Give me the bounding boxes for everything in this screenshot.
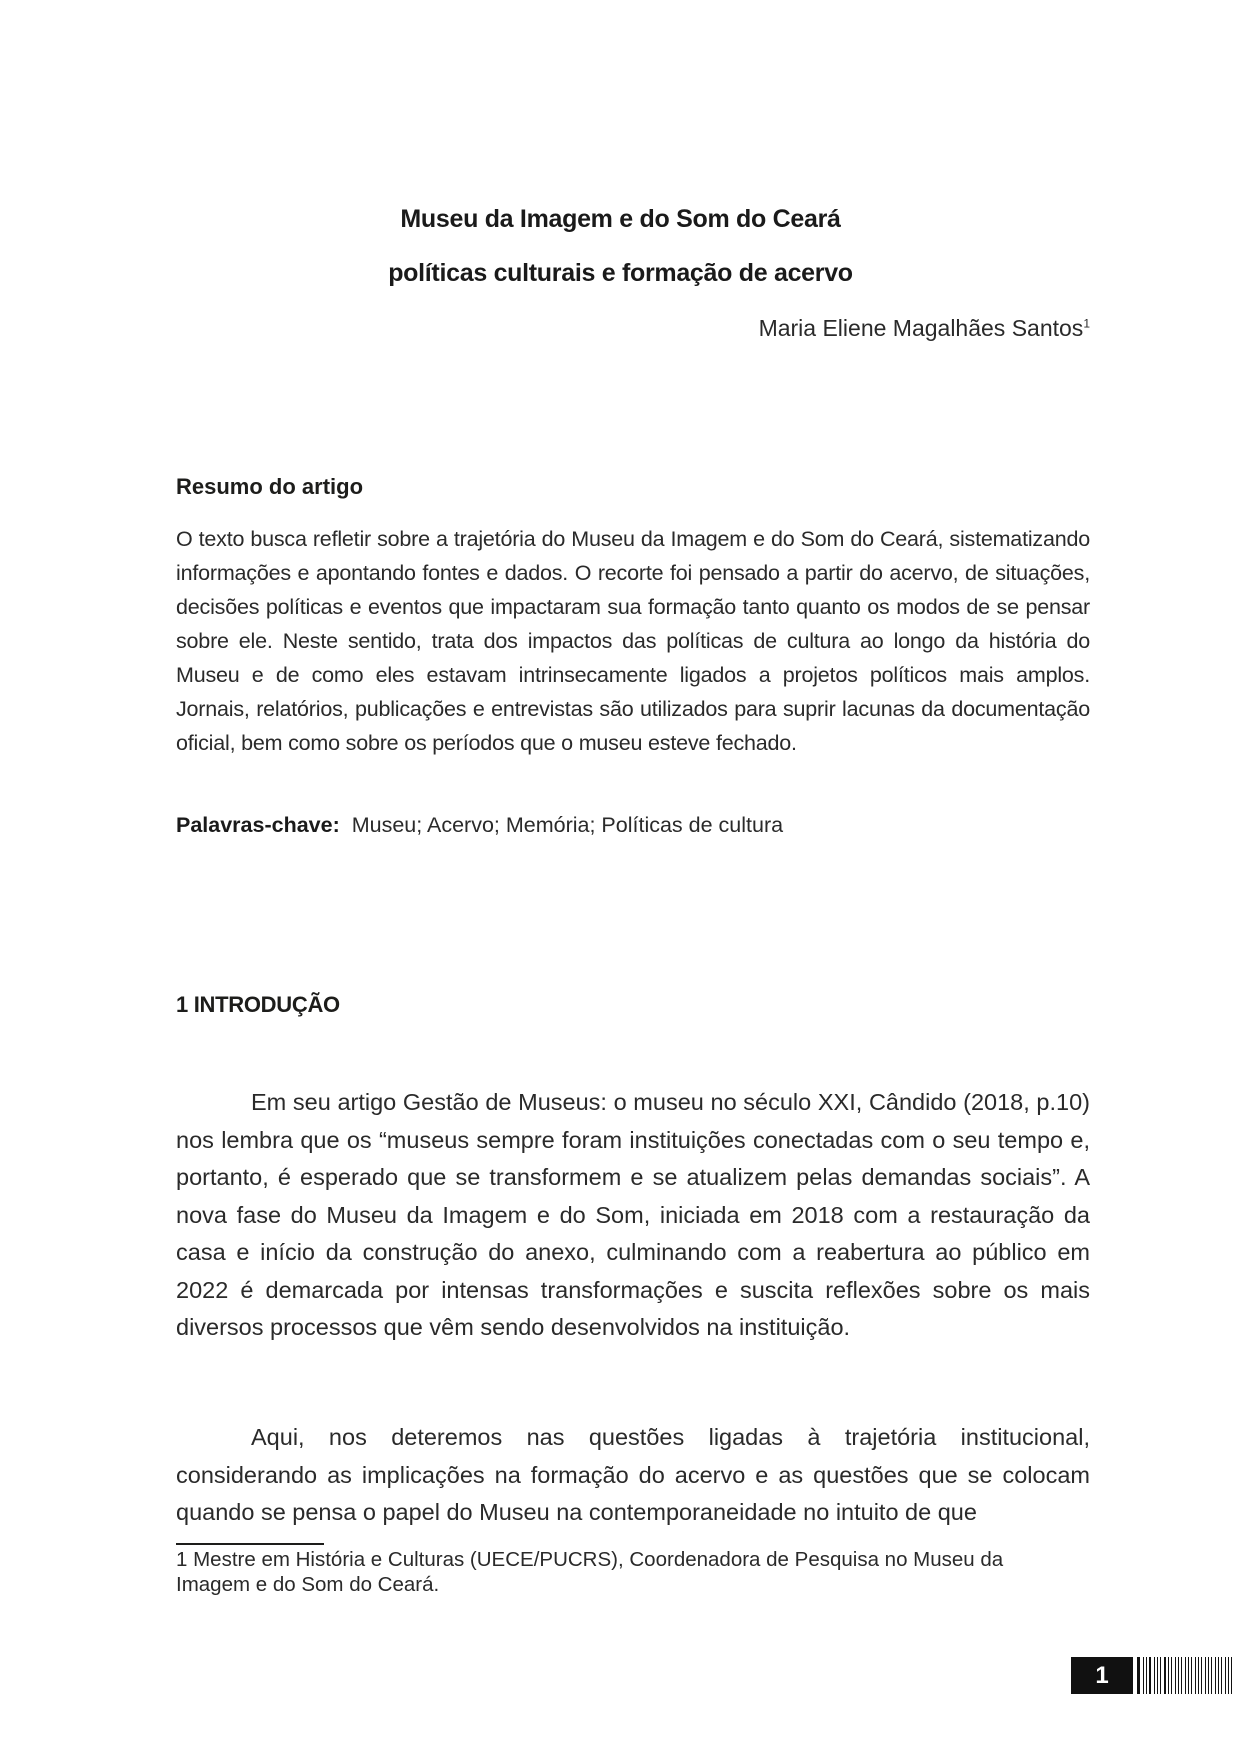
barcode-stripe	[1228, 1657, 1229, 1694]
page-number: 1	[1071, 1657, 1133, 1694]
barcode-stripe	[1191, 1657, 1192, 1694]
barcode-stripe	[1185, 1657, 1186, 1694]
barcode-stripe	[1211, 1657, 1212, 1694]
barcode-stripe	[1168, 1657, 1169, 1694]
barcode-stripe	[1171, 1657, 1172, 1694]
barcode-stripe	[1143, 1657, 1144, 1694]
barcode-stripe	[1137, 1657, 1140, 1694]
abstract-heading: Resumo do artigo	[176, 474, 364, 499]
barcode-stripe	[1188, 1657, 1189, 1694]
barcode-stripe	[1215, 1657, 1216, 1694]
barcode-stripe	[1198, 1657, 1199, 1694]
barcode-stripe	[1178, 1657, 1179, 1694]
barcode-stripe	[1218, 1657, 1219, 1694]
keywords-line	[176, 813, 783, 838]
barcode-stripe	[1149, 1657, 1151, 1694]
keywords-list: Museu; Acervo; Memória; Políticas de cultura	[351, 813, 784, 837]
section-heading: 1 INTRODUÇÃO	[176, 992, 340, 1017]
barcode-stripe	[1160, 1657, 1161, 1694]
barcode-stripe	[1195, 1657, 1196, 1694]
barcode-stripe	[1205, 1657, 1206, 1694]
author-line	[759, 315, 1090, 342]
footnote: 1 Mestre em História e Culturas (UECE/PUCRS), Coordenadora de Pesquisa no Museu da Imagem e do Som do Ceará.	[176, 1548, 1004, 1596]
author-footnote-mark[interactable]: 1	[1083, 316, 1090, 331]
barcode-stripe	[1146, 1657, 1147, 1694]
barcode-stripe	[1221, 1657, 1222, 1694]
barcode-stripe	[1208, 1657, 1209, 1694]
abstract-body: O texto busca refletir sobre a trajetória do Museu da Imagem e do Som do Ceará, sistematizando informações e apontando fontes e dados. O recorte foi pensado a partir do acervo, de situações, decisões políticas e eventos que impactaram sua formação tanto quanto os modos de se pensar sobre ele. Neste sentido, trata dos impactos das políticas de cultura ao longo da história do Museu e de como eles estavam intrinsecamente ligados a projetos políticos mais amplos. Jornais, relatórios, publicações e entrevistas são utilizados para suprir lacunas da documentação oficial, bem como sobre os períodos que o museu esteve fechado.	[176, 527, 1090, 755]
footnote-separator	[176, 1543, 324, 1545]
barcode-stripe	[1181, 1657, 1182, 1694]
author-name: Maria Eliene Magalhães Santos	[758, 315, 1084, 341]
barcode-stripe	[1157, 1657, 1158, 1694]
barcode-decoration-icon	[1135, 1657, 1241, 1694]
article-title: Museu da Imagem e do Som do Ceará	[400, 205, 841, 233]
barcode-stripe	[1175, 1657, 1176, 1694]
barcode-stripe	[1164, 1657, 1166, 1694]
barcode-stripe	[1231, 1657, 1232, 1694]
barcode-stripe	[1225, 1657, 1226, 1694]
barcode-stripe	[1154, 1657, 1155, 1694]
body-paragraph-1: Em seu artigo Gestão de Museus: o museu no século XXI, Cândido (2018, p.10) nos lembra que os “museus sempre foram instituições conectadas com o seu tempo e, portanto, é esperado que se transformem e se atualizem pelas demandas sociais”. A nova fase do Museu da Imagem e do Som, iniciada em 2018 com a restauração da casa e início da construção do anexo, culminando com a reabertura ao público em 2022 é demarcada por intensas transformações e suscita reflexões sobre os mais diversos processos que vêm sendo desenvolvidos na instituição.	[176, 1089, 1090, 1340]
body-paragraph-2: Aqui, nos deteremos nas questões ligadas à trajetória institucional, considerando as implicações na formação do acervo e as questões que se colocam quando se pensa o papel do Museu na contemporaneidade no intuito de que	[176, 1424, 1090, 1525]
article-subtitle: políticas culturais e formação de acervo	[388, 259, 853, 287]
keywords-label: Palavras-chave:	[176, 813, 340, 837]
barcode-stripe	[1201, 1657, 1202, 1694]
